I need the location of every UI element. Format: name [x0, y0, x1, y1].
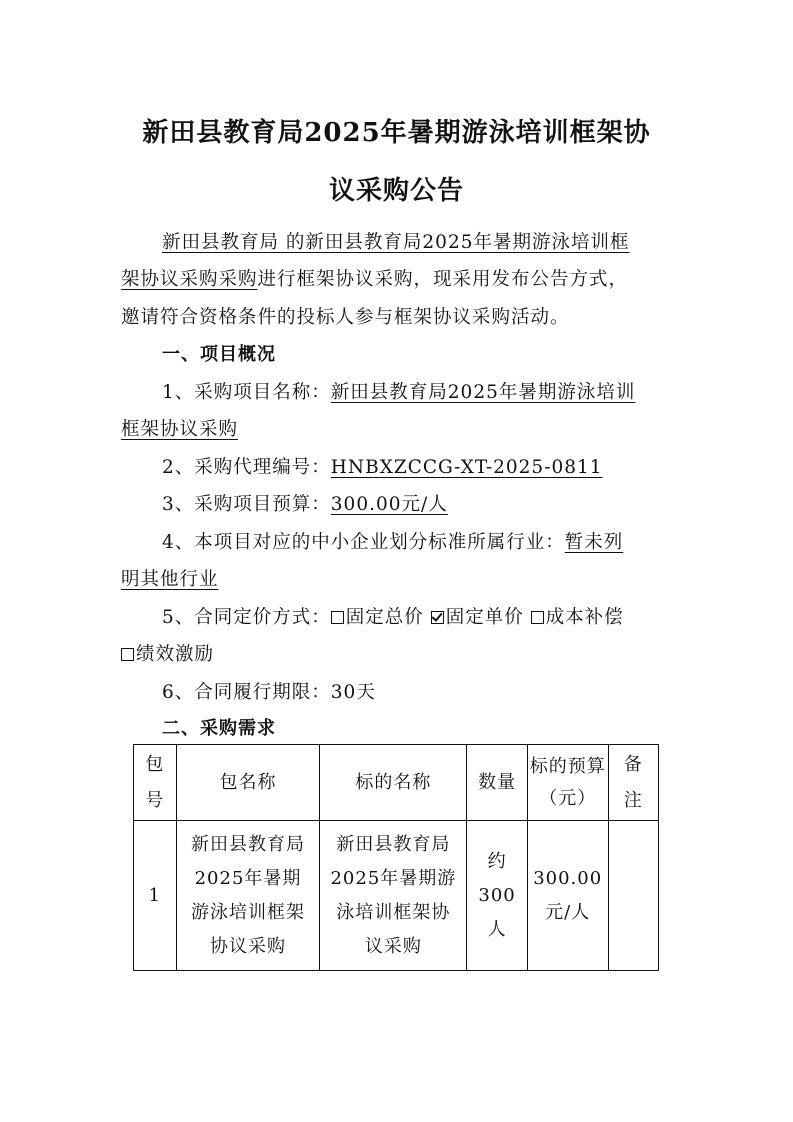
cell-package-name: 新田县教育局 2025年暑期 游泳培训框架 协议采购: [176, 821, 320, 971]
intro-de: 的: [279, 232, 306, 253]
intro-line-2: [121, 271, 628, 290]
item-4-line-2: [121, 571, 219, 590]
opt-performance: 绩效激励: [136, 644, 215, 665]
item-4-label: 4、本项目对应的中小企业划分标准所属行业：: [162, 532, 565, 553]
intro-line-3: 邀请符合资格条件的投标人参与框架协议采购活动。: [121, 307, 570, 328]
requirements-table: [133, 744, 659, 971]
item-1-value-cont: 框架协议采购: [121, 419, 239, 440]
item-6: [162, 684, 376, 703]
item-4-line-1: [162, 534, 623, 553]
item-2-value: HNBXZCCG-XT-2025-0811: [330, 457, 603, 478]
table-row: [134, 821, 659, 971]
intro-project: 新田县教育局2025年暑期游泳培训框: [305, 232, 630, 253]
item-5-line-1: [162, 609, 624, 628]
intro-line-1: [162, 234, 630, 253]
item-4-value: 暂未列: [564, 532, 624, 553]
checkbox-fixed-unit[interactable]: [431, 611, 444, 624]
section-heading-1: 一、项目概况: [162, 344, 276, 365]
th-package-no: 包号: [134, 745, 177, 821]
checkbox-performance[interactable]: [121, 648, 134, 661]
cell-budget: 300.00 元/人: [527, 821, 608, 971]
item-5-line-2: [121, 646, 214, 665]
item-1-line-1: [162, 384, 635, 403]
th-item-name: 标的名称: [320, 745, 467, 821]
cell-package-no: 1: [134, 821, 177, 971]
item-2: [162, 459, 603, 478]
th-budget: 标的预算（元）: [527, 745, 608, 821]
item-4-value-cont: 明其他行业: [121, 569, 219, 590]
intro-org: 新田县教育局: [162, 232, 280, 253]
th-package-name: 包名称: [176, 745, 320, 821]
title-line-1: 新田县教育局2025年暑期游泳培训框架协: [142, 118, 651, 148]
cell-item-name: 新田县教育局 2025年暑期游 泳培训框架协 议采购: [320, 821, 467, 971]
opt-cost-plus: 成本补偿: [545, 607, 624, 628]
item-3-value: 300.00元/人: [330, 494, 448, 515]
th-quantity: 数量: [467, 745, 528, 821]
item-6-label: 6、合同履行期限：: [162, 682, 331, 703]
title-line-2: 议采购公告: [328, 176, 464, 206]
th-note: 备注: [608, 745, 658, 821]
item-1-line-2: [121, 421, 238, 440]
intro-text: 进行框架协议采购，现采用发布公告方式，: [257, 269, 629, 290]
item-1-label: 1、采购项目名称：: [162, 382, 331, 403]
checkbox-fixed-total[interactable]: [331, 611, 344, 624]
item-3-label: 3、采购项目预算：: [162, 494, 331, 515]
item-6-value: 30天: [330, 682, 376, 703]
cell-quantity: 约 300 人: [467, 821, 528, 971]
opt-fixed-unit: 固定单价: [445, 607, 524, 628]
cell-note: [608, 821, 658, 971]
opt-fixed-total: 固定总价: [345, 607, 424, 628]
item-2-label: 2、采购代理编号：: [162, 457, 331, 478]
table-header-row: [134, 745, 659, 821]
section-heading-2: 二、采购需求: [162, 718, 276, 739]
checkbox-cost-plus[interactable]: [531, 611, 544, 624]
item-5-label: 5、合同定价方式：: [162, 607, 331, 628]
item-1-value: 新田县教育局2025年暑期游泳培训: [330, 382, 636, 403]
item-3: [162, 496, 448, 515]
intro-project-cont: 架协议采购采购: [121, 269, 258, 290]
